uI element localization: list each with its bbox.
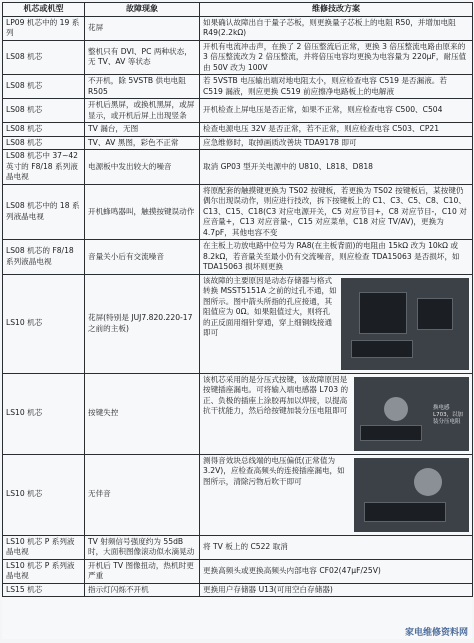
table-row bbox=[3, 240, 473, 275]
cell-solution: 将原配套的触摸键更换为 TS02 按键板，若更换为 TS02 按键板后，某按键仍偶尔出现误动作，则应进行技改，拆下按键板上的 C1、C3、C5、C8、C10、C13、C15、C18(C3 对应电源开关，C5 对应节目+，C8 对应节目-，C10 对应音量+，C13 对应音量-，C15 对应菜单，C18 对应 TV/AV)，更换为 4.7pF，其他电容不变 bbox=[200, 184, 473, 240]
cell-symptom: 开机蜂鸣器叫，触摸按键误动作 bbox=[85, 184, 200, 240]
cell-symptom: 花屏(特别是 JUJ7.820.220-17 之前的主板) bbox=[85, 274, 200, 373]
cell-model: LS08 机芯中 37~42 英寸的 F8/18 系列液晶电视 bbox=[3, 150, 85, 185]
site-logo: 家电维修资料网 bbox=[404, 628, 468, 638]
cell-model: LS08 机芯 bbox=[3, 99, 85, 123]
table-row bbox=[3, 123, 473, 137]
cell-model: LS08 机芯 bbox=[3, 136, 85, 150]
cell-symptom: 指示灯闪烁不开机 bbox=[85, 583, 200, 597]
cell-solution: 在主板上功放电路中位号为 RA8(在主板背面)的电阻由 15kΩ 改为 10kΩ 或 8.2kΩ，若音量关至最小仍有交流噪音，则应检查 TDA15063 是否损坏，如 TDA15063 损坏则更换 bbox=[200, 240, 473, 275]
cell-model: LS08 机芯 bbox=[3, 123, 85, 137]
pcb-photo bbox=[354, 377, 469, 451]
cell-solution: 将 TV 板上的 C522 取消 bbox=[200, 535, 473, 559]
cell-symptom: 音量关小后有交流噪音 bbox=[85, 240, 200, 275]
cell-solution: 若 5VSTB 电压输出端对地电阻太小，则应检查电容 C519 是否漏液。若 C519 漏液，则应更换 C519 前应擦净电路板上的电解液 bbox=[200, 75, 473, 99]
cell-model: LS08 机芯 bbox=[3, 75, 85, 99]
cell-model: LS10 机芯 bbox=[3, 373, 85, 454]
cell-symptom: 无伴音 bbox=[85, 454, 200, 535]
cell-symptom: 整机只有 DVI、PC 两种状态，无 TV、AV 等状态 bbox=[85, 40, 200, 75]
cell-model: LS10 机芯 P 系列液晶电视 bbox=[3, 559, 85, 583]
cell-model: LS10 机芯 bbox=[3, 274, 85, 373]
solution-text: 该故障的主要原因是动态存储器与格式转换 MSST5151A 之前的过孔不通，如图所示。图中箭头所指的孔应接通，其阻值应为 0Ω。如果阻值过大，则将孔的正反面用细针穿通，穿上细铜线接通即可 bbox=[203, 275, 337, 337]
table-row bbox=[3, 373, 473, 454]
solution-text: 该机芯采用的是分压式按键，该故障原因是按键插座漏电。可将输入端电感器 L703 的正、负极的插座上涂胶再加以焊接，以提高抗干扰能力，然后给按键加装分压电阻即可 bbox=[203, 374, 349, 415]
cell-solution: 取消 GP03 型开关电源中的 U810、L818、D818 bbox=[200, 150, 473, 185]
table-row bbox=[3, 559, 473, 583]
cell-symptom: TV、AV 黑图，彩色不正常 bbox=[85, 136, 200, 150]
cell-model: LS08 机芯中的 18 系列液晶电视 bbox=[3, 184, 85, 240]
cell-solution: 如果确认故障出自于量子芯板，则更换量子芯板上的电阻 R50，并增加电阻 R49(2.2kΩ) bbox=[200, 16, 473, 40]
pcb-photo bbox=[354, 458, 469, 532]
cell-symptom: 按键失控 bbox=[85, 373, 200, 454]
cell-model: LS10 机芯 P 系列液晶电视 bbox=[3, 535, 85, 559]
cell-solution-with-photo bbox=[200, 454, 473, 535]
cell-symptom: TV 漏台，无图 bbox=[85, 123, 200, 137]
table-row bbox=[3, 16, 473, 40]
table-row bbox=[3, 136, 473, 150]
table-row bbox=[3, 184, 473, 240]
cell-solution: 开机有电流冲击声，在换了 2 倍压整流后正常，更换 3 倍压整流电路由原来的 3 倍压整流改为 2 倍压整流，并将倍压电容均更换为电容量为 220μF，耐压值由 50V 改为 100V bbox=[200, 40, 473, 75]
document-page bbox=[2, 2, 472, 639]
cell-model: LS08 机芯的 F8/18 系列液晶电视 bbox=[3, 240, 85, 275]
photo-label: 换电感 L703，以加装分压电阻 bbox=[433, 404, 464, 425]
cell-symptom: 不开机，除 5VSTB 供电电阻 R505 bbox=[85, 75, 200, 99]
table-row bbox=[3, 75, 473, 99]
cell-solution: 开机检查上屏电压是否正常，如果不正常，则应检查电容 C500、C504 bbox=[200, 99, 473, 123]
table-row bbox=[3, 535, 473, 559]
cell-model: LS08 机芯 bbox=[3, 40, 85, 75]
table-row bbox=[3, 274, 473, 373]
pcb-photo bbox=[341, 278, 469, 370]
cell-symptom: 开机后 TV 图像扭动，热机时更严重 bbox=[85, 559, 200, 583]
table-row bbox=[3, 40, 473, 75]
cell-solution: 检查电源电压 32V 是否正常，若不正常，则应检查电容 C503、CP21 bbox=[200, 123, 473, 137]
table-row bbox=[3, 99, 473, 123]
header-model: 机芯或机型 bbox=[3, 3, 85, 17]
cell-solution: 应急维修时，取掉画质改善块 TDA9178 即可 bbox=[200, 136, 473, 150]
cell-symptom: 花屏 bbox=[85, 16, 200, 40]
cell-model: LS15 机芯 bbox=[3, 583, 85, 597]
cell-solution: 更换用户存储器 U13(可用空白存储器) bbox=[200, 583, 473, 597]
table-row bbox=[3, 150, 473, 185]
cell-symptom: 电源板中发出较大的噪音 bbox=[85, 150, 200, 185]
cell-symptom: 开机后黑屏，或换机黑屏，或屏显示，或开机后屏上出现竖条 bbox=[85, 99, 200, 123]
cell-solution-with-photo bbox=[200, 274, 473, 373]
table-row bbox=[3, 583, 473, 597]
header-solution: 维修技改方案 bbox=[200, 3, 473, 17]
cell-solution-with-photo bbox=[200, 373, 473, 454]
cell-model: LS10 机芯 bbox=[3, 454, 85, 535]
header-symptom: 故障现象 bbox=[85, 3, 200, 17]
solution-text: 测得音效块总线端的电压偏低(正常值为 3.2V)，应检查高频头的连接插座漏电，如图所示，清除污物后吹干即可 bbox=[203, 455, 345, 486]
repair-table bbox=[2, 2, 473, 597]
table-row bbox=[3, 454, 473, 535]
table-header-row bbox=[3, 3, 473, 17]
cell-symptom: TV 射频信号强度约为 55dB 时，大面积图像滚动似水滴晃动 bbox=[85, 535, 200, 559]
cell-model: LP09 机芯中的 19 系列 bbox=[3, 16, 85, 40]
cell-solution: 更换高频头或更换高频头内部电容 CF02(47μF/25V) bbox=[200, 559, 473, 583]
